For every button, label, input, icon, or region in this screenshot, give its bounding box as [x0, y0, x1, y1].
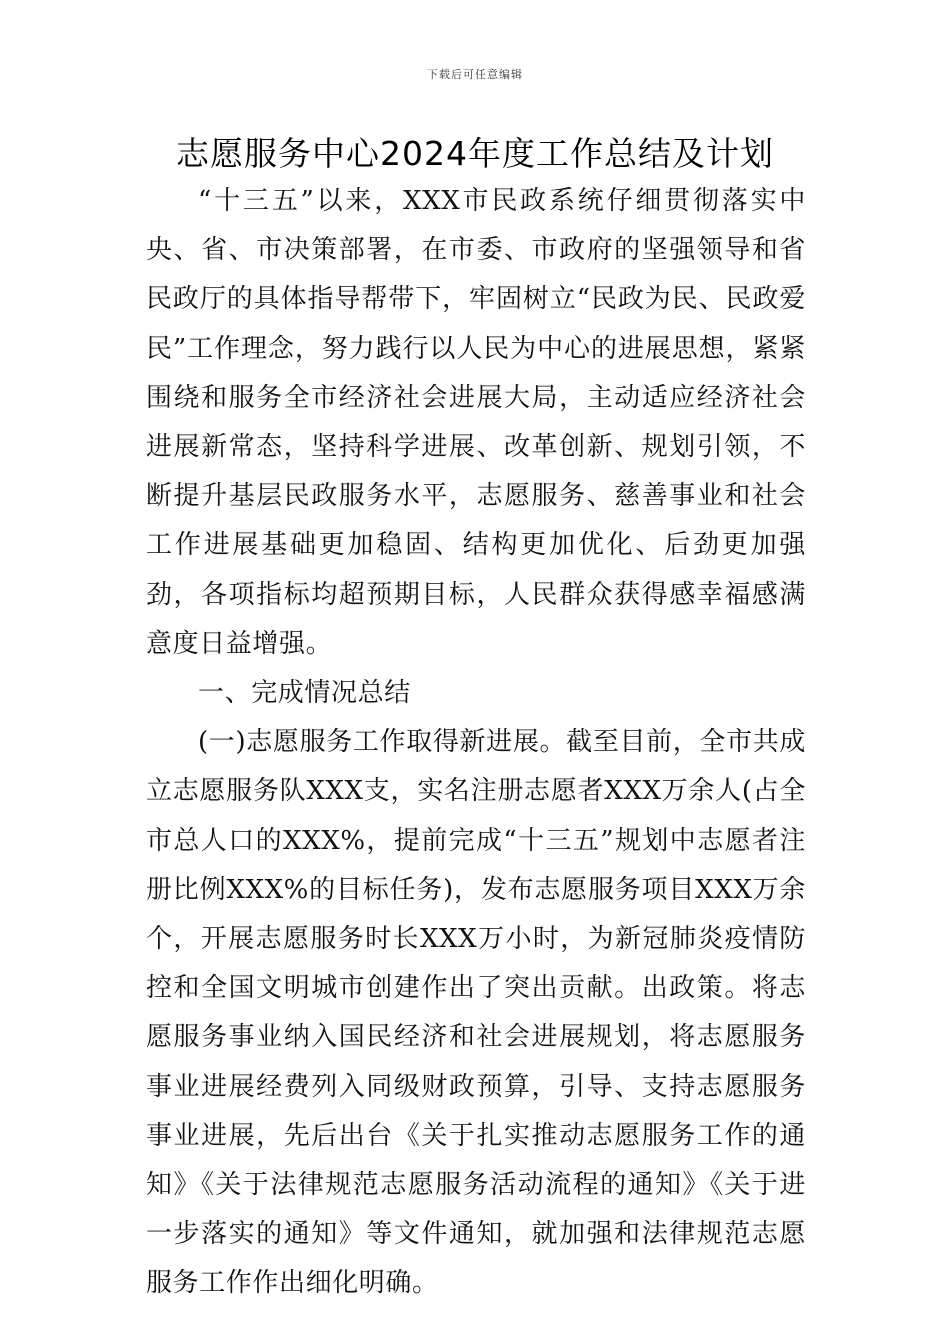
subsection-paragraph: (一)志愿服务工作取得新进展。截至目前，全市共成立志愿服务队XXX支，实名注册志愿者XXX万余人(占全市总人口的XXX%，提前完成“十三五”规划中志愿者注册比例XXX%的目标任务)，发布志愿服务项目XXX万余个，开展志愿服务时长XXX万小时，为新冠肺炎疫情防控和全国文明城市创建作出了突出贡献。出政策。将志愿服务事业纳入国民经济和社会进展规划，将志愿服务事业进展经费列入同级财政预算，引导、支持志愿服务事业进展，先后出台《关于扎实推动志愿服务工作的通知》《关于法律规范志愿服务活动流程的通知》《关于进一步落实的通知》等文件通知，就加强和法律规范志愿服务工作作出细化明确。 — [146, 727, 806, 1299]
intro-paragraph: “十三五”以来，XXX市民政系统仔细贯彻落实中央、省、市决策部署，在市委、市政府的坚强领导和省民政厅的具体指导帮带下，牢固树立“民政为民、民政爱民”工作理念，努力践行以人民为中心的进展思想，紧紧围绕和服务全市经济社会进展大局，主动适应经济社会进展新常态，坚持科学进展、改革创新、规划引领，不断提升基层民政服务水平，志愿服务、慈善事业和社会工作进展基础更加稳固、结构更加优化、后劲更加强劲，各项指标均超预期目标，人民群众获得感幸福感满意度日益增强。 — [146, 186, 806, 659]
document-body — [146, 177, 806, 1309]
document-title: 志愿服务中心2024年度工作总结及计划 — [176, 134, 774, 173]
page-header-note: 下载后可任意编辑 — [427, 68, 523, 81]
section-heading: 一、完成情况总结 — [198, 678, 411, 709]
